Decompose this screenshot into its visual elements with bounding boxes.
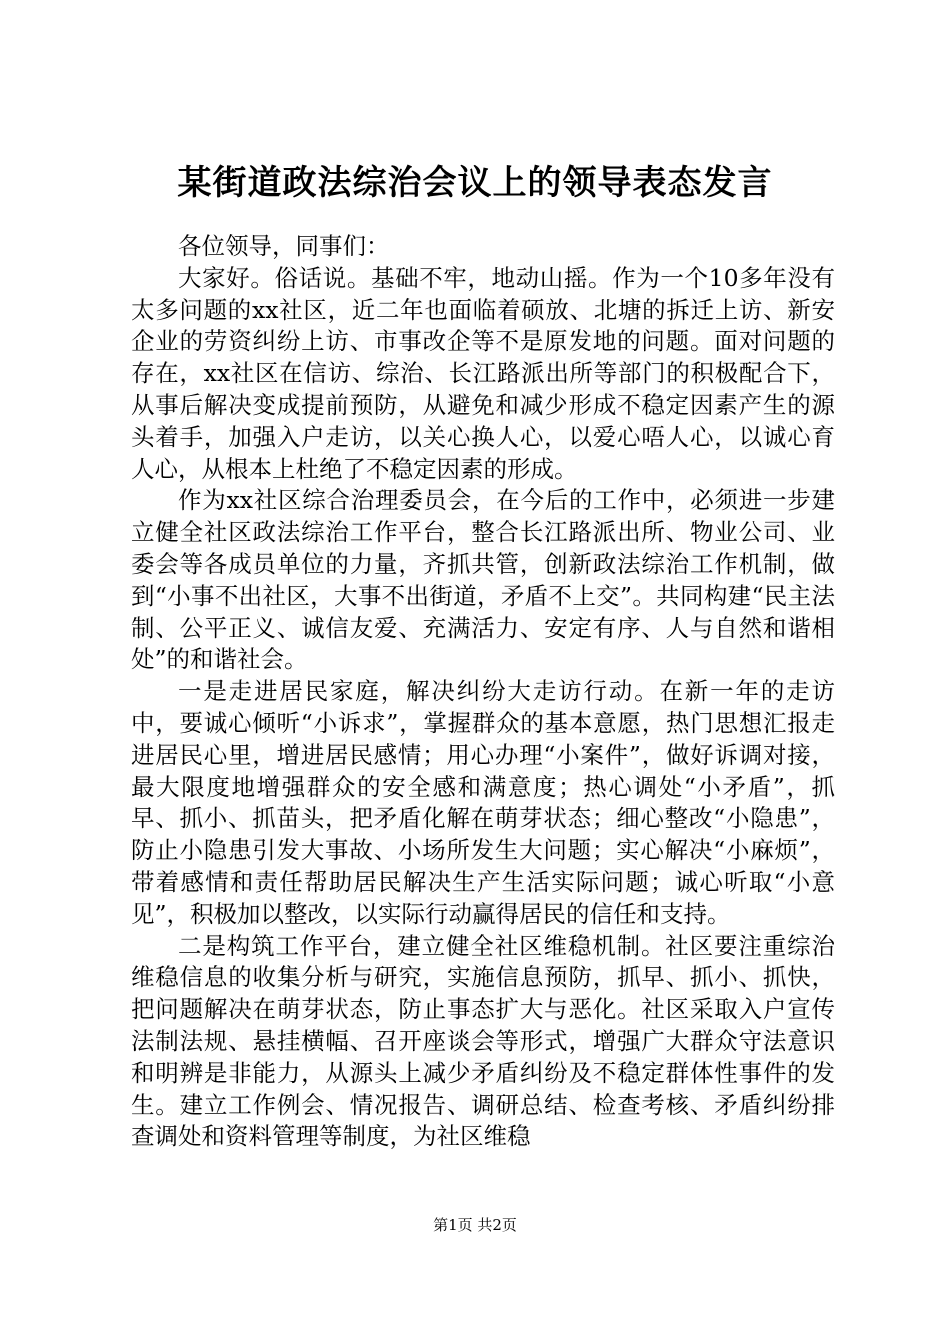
document-body (131, 231, 835, 1153)
paragraph-3: 一是走进居民家庭，解决纠纷大走访行动。在新一年的走访中，要诚心倾听“小诉求”，掌握群众的基本意愿，热门思想汇报走进居民心里，增进居民感情；用心办理“小案件”，做好诉调对接，最大限度地增强群众的安全感和满意度；热心调处“小矛盾”，抓早、抓小、抓苗头，把矛盾化解在萌芽状态；细心整改“小隐患”，防止小隐患引发大事故、小场所发生大问题；实心解决“小麻烦”，带着感情和责任帮助居民解决生产生活实际问题；诚心听取“小意见”，积极加以整改，以实际行动赢得居民的信任和支持。 (131, 677, 835, 928)
paragraph-4: 二是构筑工作平台，建立健全社区维稳机制。社区要注重综治维稳信息的收集分析与研究，实施信息预防，抓早、抓小、抓快，把问题解决在萌芽状态，防止事态扩大与恶化。社区采取入户宣传法制法规、悬挂横幅、召开座谈会等形式，增强广大群众守法意识和明辨是非能力，从源头上减少矛盾纠纷及不稳定群体性事件的发生。建立工作例会、情况报告、调研总结、检查考核、矛盾纠纷排查调处和资料管理等制度，为社区维稳 (131, 931, 835, 1151)
page-number-footer: 第1页 共2页 (433, 1216, 517, 1234)
document-title: 某街道政法综治会议上的领导表态发言 (177, 163, 773, 203)
salutation: 各位领导，同事们： (178, 232, 390, 260)
paragraph-1: 大家好。俗话说。基础不牢，地动山摇。作为一个10多年没有太多问题的xx社区，近二年也面临着硕放、北塘的拆迁上访、新安企业的劳资纠纷上访、市事改企等不是原发地的问题。面对问题的存在，xx社区在信访、综治、长江路派出所等部门的积极配合下，从事后解决变成提前预防，从避免和减少形成不稳定因素产生的源头着手，加强入户走访，以关心换人心，以爱心唔人心，以诚心育人心，从根本上杜绝了不稳定因素的形成。 (131, 263, 835, 483)
paragraph-2: 作为xx社区综合治理委员会，在今后的工作中，必须进一步建立健全社区政法综治工作平台，整合长江路派出所、物业公司、业委会等各成员单位的力量，齐抓共管，创新政法综治工作机制，做到“小事不出社区，大事不出街道，矛盾不上交”。共同构建“民主法制、公平正义、诚信友爱、充满活力、安定有序、人与自然和谐相处”的和谐社会。 (131, 486, 835, 674)
